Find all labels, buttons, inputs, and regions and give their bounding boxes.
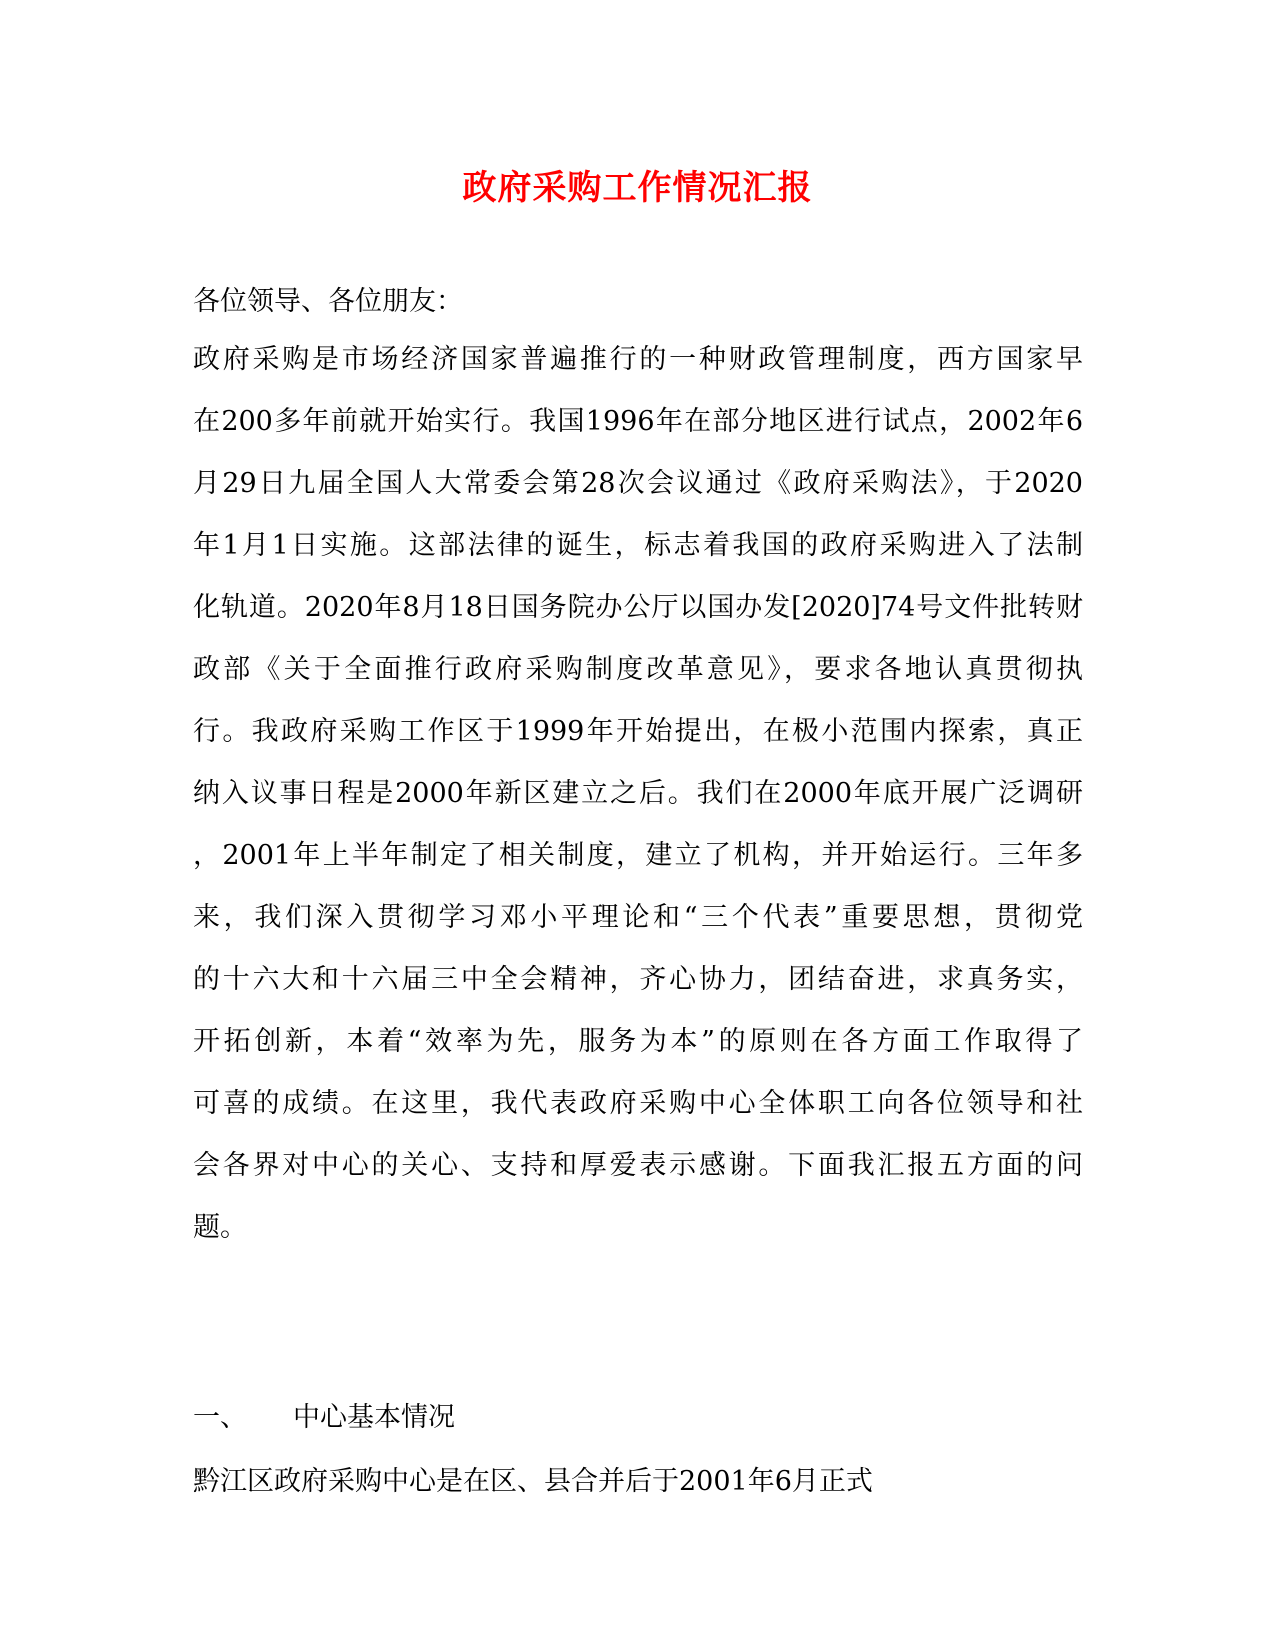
intro-line: 政府采购是市场经济国家普遍推行的一种财政管理制度，西方国家早 [193, 344, 1083, 375]
intro-line: 政部《关于全面推行政府采购制度改革意见》，要求各地认真贯彻执 [193, 654, 1083, 685]
intro-line: 来，我们深入贯彻学习邓小平理论和“三个代表”重要思想，贯彻党 [193, 902, 1083, 933]
section-one-heading [193, 1398, 455, 1438]
intro-line: 会各界对中心的关心、支持和厚爱表示感谢。下面我汇报五方面的问 [193, 1150, 1083, 1181]
intro-line: 在200多年前就开始实行。我国1996年在部分地区进行试点，2002年6 [193, 406, 1083, 437]
section-heading-text: 中心基本情况 [293, 1402, 455, 1433]
document-title: 政府采购工作情况汇报 [462, 168, 813, 208]
intro-line: 年1月1日实施。这部法律的诞生，标志着我国的政府采购进入了法制 [193, 530, 1083, 561]
section-one-line: 黔江区政府采购中心是在区、县合并后于2001年6月正式 [193, 1466, 873, 1497]
intro-line: 化轨道。2020年8月18日国务院办公厅以国办发[2020]74号文件批转财 [193, 592, 1083, 623]
intro-line: 行。我政府采购工作区于1999年开始提出，在极小范围内探索，真正 [193, 716, 1083, 747]
intro-line: ，2001年上半年制定了相关制度，建立了机构，并开始运行。三年多 [193, 840, 1083, 871]
intro-line: 的十六大和十六届三中全会精神，齐心协力，团结奋进，求真务实， [193, 964, 1083, 995]
intro-line: 可喜的成绩。在这里，我代表政府采购中心全体职工向各位领导和社 [193, 1088, 1083, 1119]
intro-line: 月29日九届全国人大常委会第28次会议通过《政府采购法》，于2020 [193, 468, 1083, 499]
section-number: 一、 [193, 1402, 247, 1433]
salutation: 各位领导、各位朋友： [193, 286, 463, 317]
intro-line: 题。 [193, 1212, 247, 1243]
intro-line: 开拓创新，本着“效率为先，服务为本”的原则在各方面工作取得了 [193, 1026, 1083, 1057]
intro-line: 纳入议事日程是2000年新区建立之后。我们在2000年底开展广泛调研 [193, 778, 1083, 809]
